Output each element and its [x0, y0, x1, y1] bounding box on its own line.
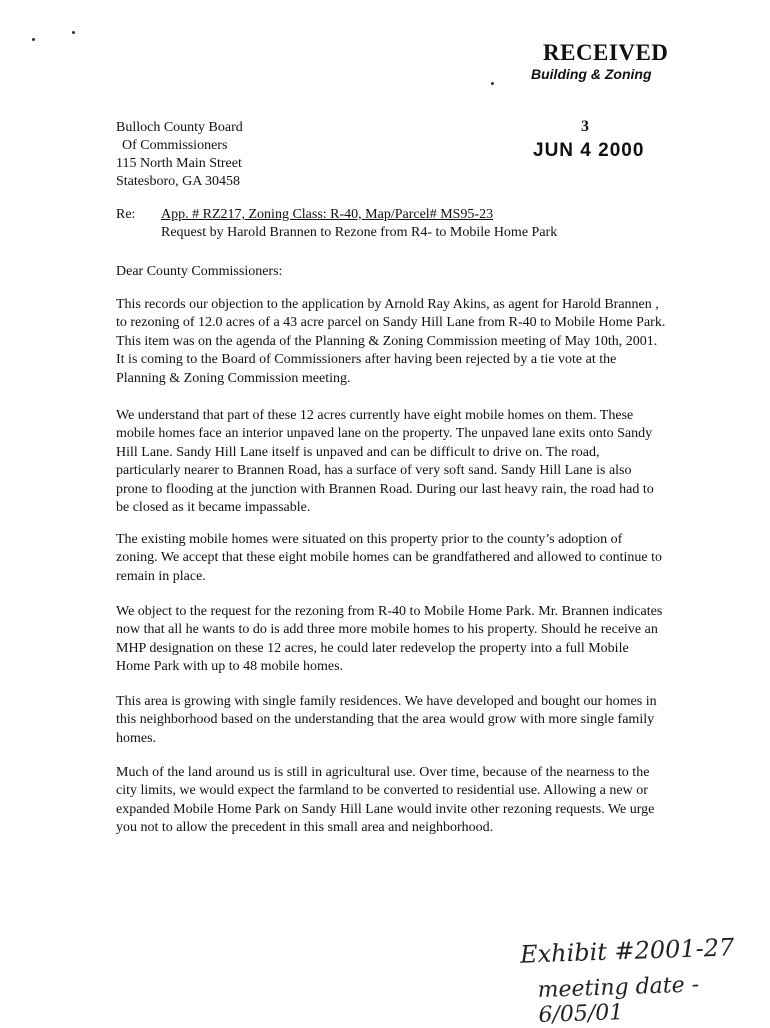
- paragraph-text: Much of the land around us is still in agricultural use. Over time, because of the nearness to the city limits, we would expect the farmland to be converted to residential use. Allowing a new or expanded Mobile Home Park on Sandy Hill Lane would invite other rezoning requests. We urge you not to allow the precedent in this small area and neighborhood.: [116, 765, 655, 836]
- paragraph-agricultural-use: [116, 764, 666, 838]
- subject-label: Re:: [116, 207, 136, 222]
- address-line-2: Of Commissioners: [122, 138, 228, 153]
- salutation: Dear County Commissioners:: [116, 264, 283, 279]
- paragraph-text: This records our objection to the application by Arnold Ray Akins, as agent for Harold Brannen , to rezoning of 12.0 acres of a 43 acre parcel on Sandy Hill Lane from R-40 to Mobile Home Park. This item was on the agenda of the Planning & Zoning Commission meeting of May 10th, 2001. It is coming to the Board of Commissioners after having been rejected by a tie vote at the Planning & Zoning Commission meeting.: [116, 297, 666, 386]
- recipient-address: [116, 119, 243, 191]
- paragraph-road-conditions: [116, 407, 666, 517]
- received-stamp-mark: 3: [581, 118, 589, 135]
- subject-block: [116, 206, 636, 246]
- paragraph-text: The existing mobile homes were situated on this property prior to the county’s adoption of zoning. We accept that these eight mobile homes can be grandfathered and allowed to continue to remain in place.: [116, 532, 662, 584]
- subject-request-line: Request by Harold Brannen to Rezone from R4- to Mobile Home Park: [161, 225, 558, 240]
- paragraph-text: We understand that part of these 12 acres currently have eight mobile homes on them. These mobile homes face an interior unpaved lane on the property. The unpaved lane exits onto Sandy Hill Lane. Sandy Hill Lane itself is unpaved and can be difficult to drive on. The road, particularly nearer to Brannen Road, has a surface of very soft sand. Sandy Hill Lane is also prone to flooding at the junction with Brannen Road. During our last heavy rain, the road had to be closed as it became impassable.: [116, 408, 654, 516]
- received-stamp-department: Building & Zoning: [531, 66, 652, 82]
- subject-body: [161, 206, 557, 242]
- address-line-1: Bulloch County Board: [116, 120, 243, 135]
- paragraph-growth: [116, 693, 666, 748]
- paragraph-text: This area is growing with single family residences. We have developed and bought our homes in this neighborhood based on the understanding that the area would grow with more single family homes.: [116, 694, 657, 746]
- address-line-4: Statesboro, GA 30458: [116, 174, 241, 189]
- paragraph-objection: [116, 296, 666, 388]
- handwritten-exhibit-number: Exhibit #2001-27: [519, 933, 735, 969]
- address-line-3: 115 North Main Street: [116, 156, 242, 171]
- scan-speck: [72, 31, 75, 34]
- paragraph-text: We object to the request for the rezoning from R-40 to Mobile Home Park. Mr. Brannen indicates now that all he wants to do is add three more mobile homes to his property. Should he receive an MHP designation on these 12 acres, he could later redevelop the property into a full Mobile Home Park with up to 48 mobile homes.: [116, 604, 663, 675]
- scan-speck: [32, 38, 35, 41]
- paragraph-existing-homes: [116, 531, 666, 586]
- received-stamp-title: RECEIVED: [543, 40, 669, 65]
- subject-application-line: App. # RZ217, Zoning Class: R-40, Map/Parcel# MS95-23: [161, 207, 494, 222]
- scan-speck: [491, 82, 494, 85]
- received-stamp-date: JUN 4 2000: [533, 140, 645, 161]
- handwritten-meeting-date: meeting date - 6/05/01: [537, 972, 700, 1028]
- paragraph-rezoning-objection: [116, 603, 666, 677]
